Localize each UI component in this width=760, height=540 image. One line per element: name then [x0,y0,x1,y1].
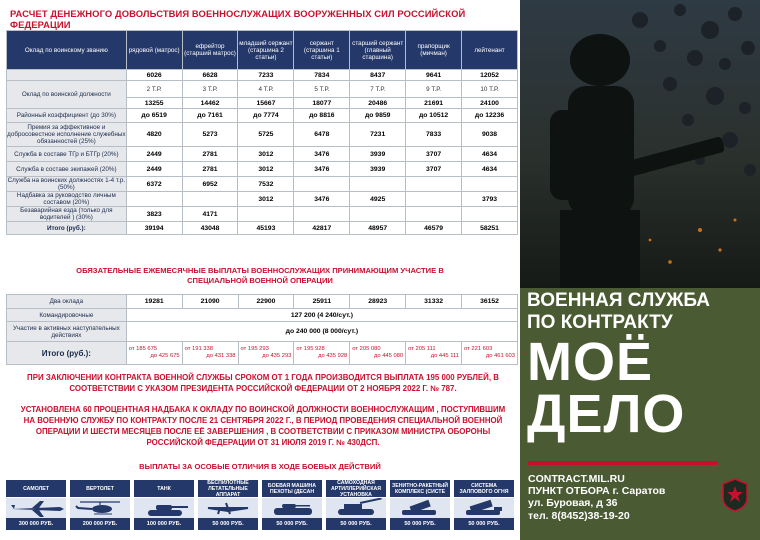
rank-header: сержант (старшина 1 статьи) [294,31,350,70]
award-name: СИСТЕМА ЗАЛПОВОГО ОГНЯ [454,480,514,497]
total-value: 58251 [462,222,518,235]
row-value: 4634 [462,162,518,177]
table-row [7,342,518,365]
row-value: 7532 [238,177,294,192]
table-row [7,162,518,177]
salary-table [6,30,518,235]
award-price: 200 000 РУБ. [70,518,130,530]
svo-total-from: от 205 111 [408,346,436,352]
row-value: 2449 [126,162,182,177]
svo-total-cell [126,342,182,365]
two-salaries-value: 31332 [406,295,462,309]
row-value: 3476 [294,147,350,162]
table-row [7,109,518,123]
trip-label: Командировочные [7,309,127,322]
tariff-cell: 7 Т.Р. [350,81,406,98]
position-salary-cell: 18077 [294,98,350,109]
row-label: Безаварийная езда (только для водителей ) (30%) [7,207,127,222]
svo-total-label: Итого (руб.): [7,342,127,365]
row-value: до 9859 [350,109,406,123]
total-value: 48957 [350,222,406,235]
table-row [7,295,518,309]
row-value [126,192,182,207]
row-value [350,177,406,192]
award-name: ТАНК [134,480,194,497]
position-salary-cell: 14462 [182,98,238,109]
row-label: Надбавка за руководство личным составом (20%) [7,192,127,207]
svo-total-from: от 205 080 [352,346,381,352]
total-value: 45193 [238,222,294,235]
rank-salary-cell: 9641 [406,70,462,81]
svo-total-cell [238,342,294,365]
position-label: Оклад по воинской должности [7,81,127,109]
row-value: 7231 [350,123,406,147]
position-salary-cell: 24100 [462,98,518,109]
section-awards-title: ВЫПЛАТЫ ЗА ОСОБЫЕ ОТЛИЧИЯ В ХОДЕ БОЕВЫХ ДЕЙСТВИЙ [139,462,381,471]
drone-icon [198,498,258,518]
row-value: 3707 [406,162,462,177]
row-value: 3823 [126,207,182,222]
svo-total-from: от 195 928 [296,346,325,352]
svo-total-from: от 185 675 [128,346,158,352]
contact-phone: тел. 8(8452)38-19-20 [528,509,630,522]
two-salaries-value: 19281 [126,295,182,309]
banner-line-1: ВОЕННАЯ СЛУЖБА [527,290,711,311]
row-value: 3939 [350,147,406,162]
banner-line-2: ПО КОНТРАКТУ [527,312,673,333]
svo-total-cell [294,342,350,365]
row-value: 2781 [182,147,238,162]
two-salaries-value: 36152 [462,295,518,309]
svo-total-to: до 435 293 [262,353,292,359]
row-label: Служба в составе экипажей (20%) [7,162,127,177]
section-svo-title: ОБЯЗАТЕЛЬНЫЕ ЕЖЕМЕСЯЧНЫЕ ВЫПЛАТЫ ВОЕННОСЛУЖАЩИХ ПРИНИМАЮЩИМ УЧАСТИЕ В СПЕЦИАЛЬНОЙ ВОЕННОЙ ОПЕРАЦИИ [76,266,444,285]
recruit-banner [520,0,760,540]
rank-header: ефрейтор (старший матрос) [182,31,238,70]
row-label: Районный коэффициент (до 30%) [7,109,127,123]
rank-salary-cell: 8437 [350,70,406,81]
position-salary-cell: 15667 [238,98,294,109]
award-card [6,480,66,530]
award-card [326,480,386,530]
total-value: 39194 [126,222,182,235]
row-value: до 7161 [182,109,238,123]
award-price: 50 000 РУБ. [326,518,386,530]
row-label: Служба в составе ТГр и БТГр (20%) [7,147,127,162]
two-salaries-label: Два оклада [7,295,127,309]
total-label: Итого (руб.): [7,222,127,235]
svo-total-to: до 445 080 [373,353,404,359]
row-value: 4634 [462,147,518,162]
award-price: 50 000 РУБ. [262,518,322,530]
row-value: 6952 [182,177,238,192]
row-value [462,177,518,192]
row-value: 3793 [462,192,518,207]
table-row [7,31,518,70]
row-value: 2449 [126,147,182,162]
svo-total-from: от 195 293 [240,346,269,352]
rank-salary-cell: 7233 [238,70,294,81]
row-value [294,177,350,192]
row-value: 3012 [238,192,294,207]
row-value [350,207,406,222]
svo-total-from: от 191 338 [184,346,213,352]
two-salaries-value: 21090 [182,295,238,309]
banner-slogan [527,332,686,444]
tariff-cell: 4 Т.Р. [238,81,294,98]
row-value: 5725 [238,123,294,147]
svo-total-to: до 445 111 [430,353,460,359]
row-value: 9038 [462,123,518,147]
row-value: 3012 [238,147,294,162]
row-value [406,207,462,222]
rank-header: младший сержант (старшина 2 статьи) [238,31,294,70]
table-row [7,222,518,235]
row-value: до 8816 [294,109,350,123]
rank-salary-cell: 6026 [126,70,182,81]
contact-block [528,473,665,522]
allowance-text: УСТАНОВЛЕНА 60 ПРОЦЕНТНАЯ НАДБАКА К ОКЛАДУ ПО ВОИНСКОЙ ДОЛЖНОСТИ ВОЕННОСЛУЖАЩИМ , ПОСТУПИВШИМ НА ВОЕННУЮ СЛУЖБУ ПО КОНТРАКТУ ПОСЛЕ 21 СЕНТЯБРЯ 2022 Г., В ПЕРИОД ПРОВЕДЕНИЯ СПЕЦИАЛЬНОЙ ВОЕННОЙ ОПЕРАЦИИ И ШЕСТИ МЕСЯЦЕВ ПОСЛЕ ЕЁ ЗАВЕРШЕНИЯ , В СООТВЕТСТВИИ С ПРИКАЗОМ МИНИСТРА ОБОРОНЫ РОССИЙСКОЙ ФЕДЕРАЦИИ ОТ 31 ИЮЛЯ 2019 Г. № 430ДСП. [20,405,506,447]
row-value: 3476 [294,162,350,177]
army-emblem-icon [722,478,748,512]
helicopter-icon [70,498,130,518]
row-value [406,177,462,192]
total-value: 42817 [294,222,350,235]
row-value: 3476 [294,192,350,207]
contact-site: CONTRACT.MIL.RU [528,473,625,485]
rank-salary-cell: 6628 [182,70,238,81]
bmp-icon [262,498,322,518]
trip-value: 127 200 (4 240/сут.) [126,309,517,322]
total-value: 46579 [406,222,462,235]
table-row [7,70,518,81]
rank-header: рядовой (матрос) [126,31,182,70]
svo-total-to: до 431 338 [206,353,236,359]
spacer-cell [7,70,127,81]
svo-total-to: до 435 928 [318,353,348,359]
row-value: 3939 [350,162,406,177]
award-name: ВЕРТОЛЕТ [70,480,130,497]
position-salary-cell: 21691 [406,98,462,109]
row-value: 5273 [182,123,238,147]
award-card [134,480,194,530]
award-card [262,480,322,530]
table-row [7,123,518,147]
table-row [7,309,518,322]
table-row [7,81,518,98]
row-value [294,207,350,222]
svo-total-to: до 425 675 [150,353,180,359]
rank-salary-cell: 12052 [462,70,518,81]
row-value: до 7774 [238,109,294,123]
row-value: 3707 [406,147,462,162]
active-value: до 240 000 (8 000/сут.) [126,322,517,342]
tariff-cell: 2 Т.Р. [126,81,182,98]
row-value [238,207,294,222]
active-label: Участие в активных наступательных действиях [7,322,127,342]
row-value: 6372 [126,177,182,192]
table-row [7,147,518,162]
svo-total-cell [350,342,406,365]
award-card [70,480,130,530]
position-salary-cell: 13255 [126,98,182,109]
svo-total-cell [406,342,462,365]
tariff-cell: 3 Т.Р. [182,81,238,98]
award-name: САМОХОДНАЯ АРТИЛЛЕРИЙСКАЯ УСТАНОВКА [326,480,386,497]
row-value: 6478 [294,123,350,147]
award-card [454,480,514,530]
two-salaries-value: 28923 [350,295,406,309]
award-name: БОЕВАЯ МАШИНА ПЕХОТЫ (ДЕСАН [262,480,322,497]
row-value: до 12236 [462,109,518,123]
award-card [198,480,258,530]
tariff-cell: 10 Т.Р. [462,81,518,98]
award-price: 50 000 РУБ. [198,518,258,530]
contact-point: ПУНКТ ОТБОРА г. Саратов [528,485,666,498]
row-value [182,192,238,207]
rank-salary-cell: 7834 [294,70,350,81]
row-label: Служба на воинских должностях 1-4 т.р. (50%) [7,177,126,191]
contact-address: ул. Буровая, д 36 [528,497,618,510]
row-value: до 10512 [406,109,462,123]
mlrs-icon [454,498,514,518]
award-name: ЗЕНИТНО-РАКЕТНЫЙ КОМПЛЕКС (СИСТЕ [390,480,450,497]
table-row [7,177,518,192]
row-value: 3012 [238,162,294,177]
row-label: Премия за эффективное и добросовестное исполнение служебных обязанностей (25%) [7,124,126,145]
rank-header: прапорщик (мичман) [406,31,462,70]
sam-icon [390,498,450,518]
contract-bonus-text: ПРИ ЗАКЛЮЧЕНИИ КОНТРАКТА ВОЕННОЙ СЛУЖБЫ СРОКОМ ОТ 1 ГОДА ПРОИЗВОДИТСЯ ВЫПЛАТА 195 000 РУБЛЕЙ, В СООТВЕТСТВИИ С УКАЗОМ ПРЕЗИДЕНТА РОССИЙСКОЙ ФЕДЕРАЦИИ ОТ 2 НОЯБРЯ 2022 Г. № 787. [27,373,499,393]
row-value: 4171 [182,207,238,222]
svo-total-from: от 221 603 [464,346,493,352]
total-value: 43048 [182,222,238,235]
slogan-line-1: МОЁ [527,332,654,392]
award-price: 300 000 РУБ. [6,518,66,530]
red-divider [528,461,718,465]
soldier-photo [520,0,760,288]
award-card [390,480,450,530]
page-title: РАСЧЕТ ДЕНЕЖНОГО ДОВОЛЬСТВИЯ ВОЕННОСЛУЖАЩИХ ВООРУЖЕННЫХ СИЛ РОССИЙСКОЙ ФЕДЕРАЦИИ [10,8,466,30]
row-value [406,192,462,207]
award-price: 100 000 РУБ. [134,518,194,530]
awards-row [6,480,518,530]
row-value [462,207,518,222]
rank-header: лейтенант [462,31,518,70]
table-row [7,207,518,222]
svo-total-cell [462,342,518,365]
svo-total-cell [182,342,238,365]
two-salaries-value: 22900 [238,295,294,309]
row-value: до 6519 [126,109,182,123]
tank-icon [134,498,194,518]
table-row [7,322,518,342]
tariff-cell: 5 Т.Р. [294,81,350,98]
row-value: 7833 [406,123,462,147]
slogan-line-2: ДЕЛО [527,384,686,444]
plane-icon [6,498,66,518]
rank-header: старший сержант (главный старшина) [350,31,406,70]
artillery-icon [326,498,386,518]
svo-table [6,294,518,365]
header-rank-salary: Оклад по воинскому званию [7,31,127,70]
tariff-cell: 9 Т.Р. [406,81,462,98]
table-row [7,192,518,207]
award-price: 50 000 РУБ. [390,518,450,530]
award-name: БЕСПИЛОТНЫЕ ЛЕТАТЕЛЬНЫЕ АППАРАТ [198,480,258,497]
award-name: САМОЛЕТ [6,480,66,497]
banner-heading [527,290,710,334]
position-salary-cell: 20486 [350,98,406,109]
row-value: 2781 [182,162,238,177]
two-salaries-value: 25911 [294,295,350,309]
award-price: 50 000 РУБ. [454,518,514,530]
row-value: 4925 [350,192,406,207]
row-value: 4820 [126,123,182,147]
svo-total-to: до 461 603 [485,353,515,359]
